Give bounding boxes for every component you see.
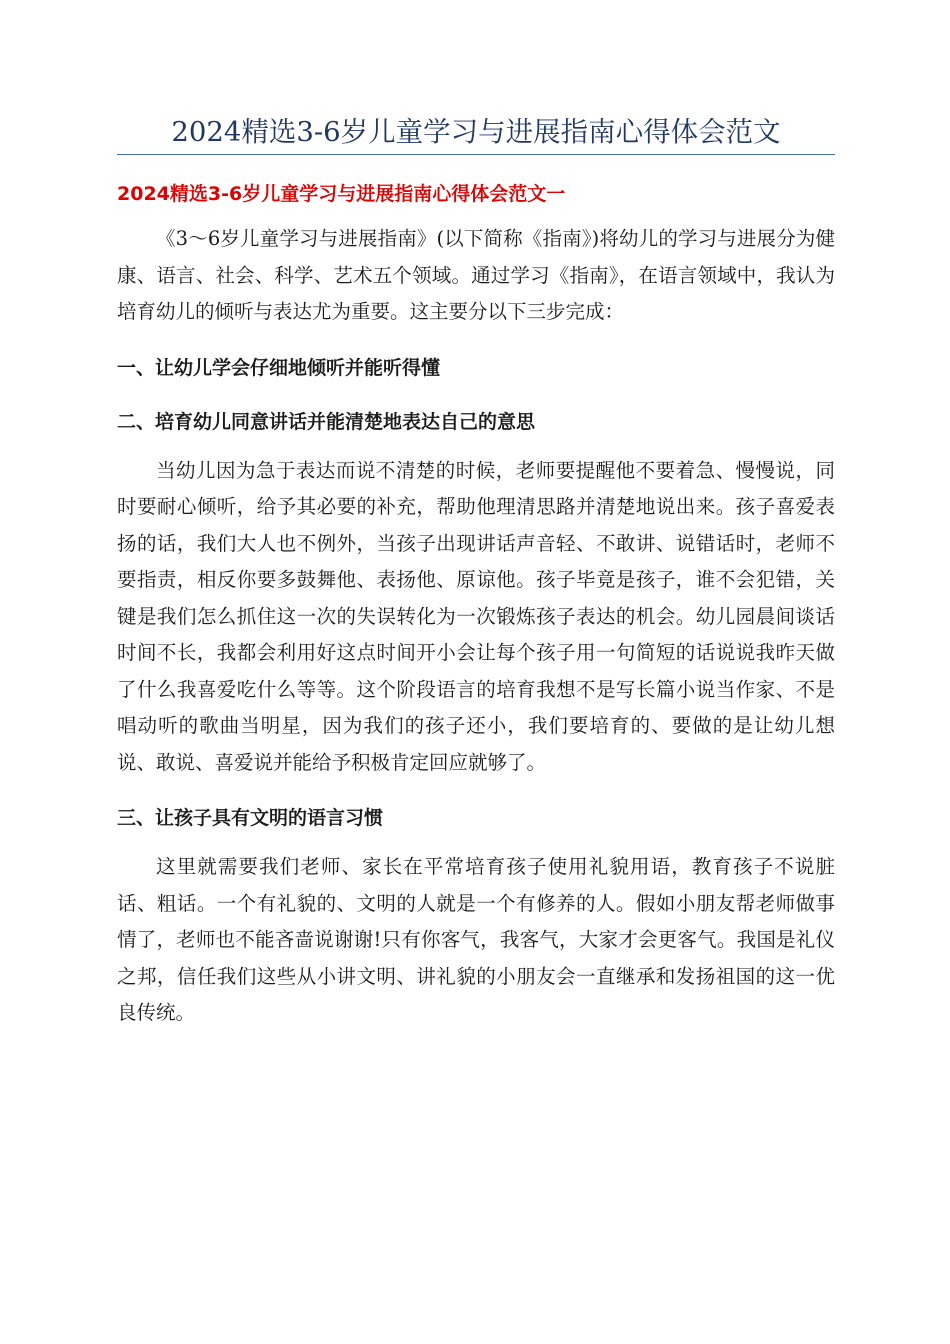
document-title: 2024精选3-6岁儿童学习与进展指南心得体会范文 xyxy=(171,116,781,148)
intro-paragraph: 《3～6岁儿童学习与进展指南》(以下简称《指南》)将幼儿的学习与进展分为健康、语言、社会、科学、艺术五个领域。通过学习《指南》，在语言领域中，我认为培育幼儿的倾听与表达尤为重要。这主要分以下三步完成： xyxy=(117,227,835,323)
document-page xyxy=(117,0,835,1032)
civilized-language-paragraph: 这里就需要我们老师、家长在平常培育孩子使用礼貌用语，教育孩子不说脏话、粗话。一个有礼貌的、文明的人就是一个有修养的人。假如小朋友帮老师做事情了，老师也不能吝啬说谢谢!只有你客气，我客气，大家才会更客气。我国是礼仪之邦，信任我们这些从小讲文明、讲礼貌的小朋友会一直继承和发扬祖国的这一优良传统。 xyxy=(117,855,835,1024)
section-heading: 2024精选3-6岁儿童学习与进展指南心得体会范文一 xyxy=(117,183,566,205)
heading-civilized-language: 三、让孩子具有文明的语言习惯 xyxy=(117,807,384,829)
heading-express: 二、培育幼儿同意讲话并能清楚地表达自己的意思 xyxy=(117,410,536,433)
express-paragraph: 当幼儿因为急于表达而说不清楚的时候，老师要提醒他不要着急、慢慢说，同时要耐心倾听，给予其必要的补充，帮助他理清思路并清楚地说出来。孩子喜爱表扬的话，我们大人也不例外，当孩子出现讲话声音轻、不敢讲、说错话时，老师不要指责，相反你要多鼓舞他、表扬他、原谅他。孩子毕竟是孩子，谁不会犯错，关键是我们怎么抓住这一次的失误转化为一次锻炼孩子表达的机会。幼儿园晨间谈话时间不长，我都会利用好这点时间开小会让每个孩子用一句简短的话说说我昨天做了什么我喜爱吃什么等等。这个阶段语言的培育我想不是写长篇小说当作家、不是唱动听的歌曲当明星，因为我们的孩子还小，我们要培育的、要做的是让幼儿想说、敢说、喜爱说并能给予积极肯定回应就够了。 xyxy=(117,458,835,774)
heading-listen: 一、让幼儿学会仔细地倾听并能听得懂 xyxy=(117,356,441,379)
title-underline xyxy=(117,154,835,155)
